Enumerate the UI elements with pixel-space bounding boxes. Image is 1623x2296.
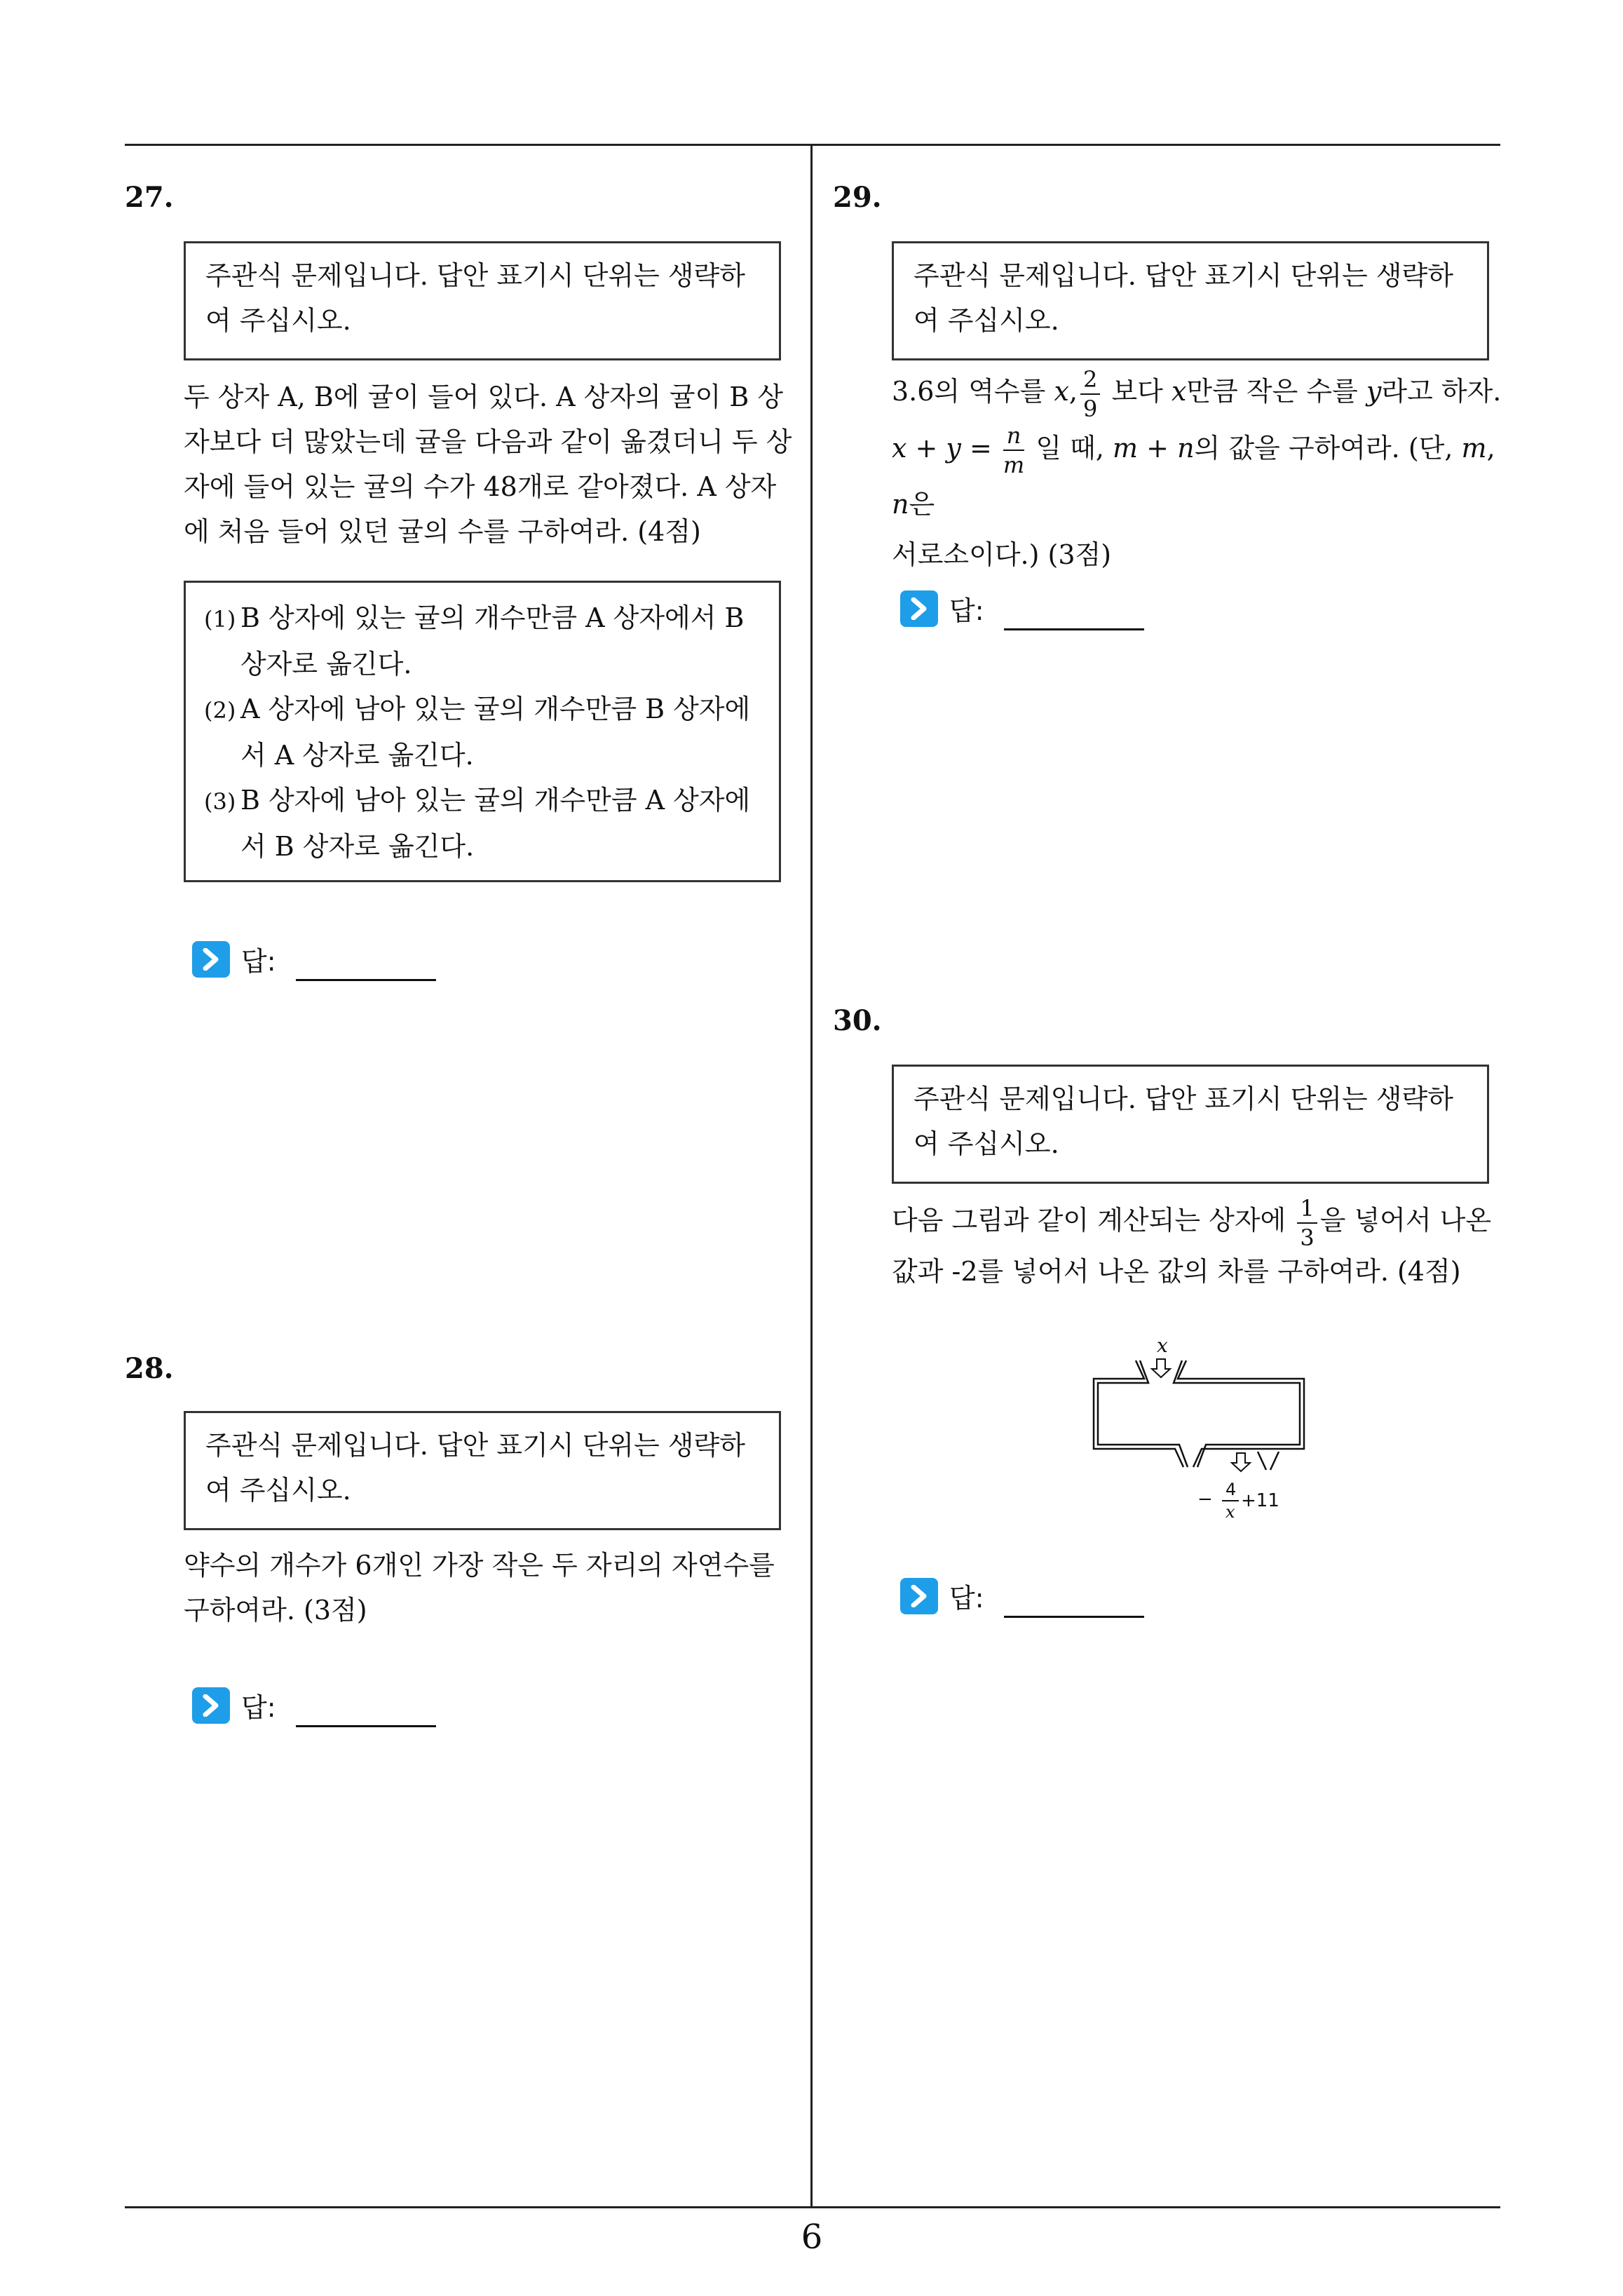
question-30-answer: [900, 1572, 1153, 1617]
question-27-number: 27.: [125, 181, 174, 214]
question-29-line-1: 3.6의 역수를 x, $\frac{2}{9}$ 보다 x만큼 작은 수를 y라고 하자.: [892, 365, 1502, 422]
question-29-notice: 주관식 문제입니다. 답안 표기시 단위는 생략하여 주십시오.: [892, 241, 1489, 360]
column-divider: [810, 146, 813, 2208]
fraction: $\frac{2}{9}$: [1080, 368, 1100, 420]
box-outline-right-inner: [1174, 1360, 1300, 1467]
box-outline-exit: [1258, 1452, 1266, 1470]
diagram-output-tail: +11: [1241, 1490, 1279, 1511]
page-number: 6: [801, 2217, 823, 2257]
question-27-steps: [184, 581, 781, 882]
question-30-number: 30.: [833, 1004, 882, 1037]
question-28-notice: 주관식 문제입니다. 답안 표기시 단위는 생략하여 주십시오.: [184, 1411, 781, 1530]
question-30-body: [892, 1192, 1509, 1294]
step-item: (2) A 상자에 남아 있는 귤의 개수만큼 B 상자에서 A 상자로 옮긴다.: [204, 694, 751, 771]
question-29-number: 29.: [833, 181, 882, 214]
question-30-notice: 주관식 문제입니다. 답안 표기시 단위는 생략하여 주십시오.: [892, 1065, 1489, 1184]
step-item: (3) B 상자에 남아 있는 귤의 개수만큼 A 상자에서 B 상자로 옮긴다.: [204, 785, 751, 862]
answer-blank[interactable]: [296, 979, 436, 981]
chevron-right-icon: [192, 1687, 230, 1724]
box-outline-right: [1178, 1360, 1304, 1467]
diagram-input-label: x: [1157, 1334, 1168, 1357]
question-27-notice: 주관식 문제입니다. 답안 표기시 단위는 생략하여 주십시오.: [184, 241, 781, 360]
diagram-output-denominator: x: [1225, 1502, 1235, 1522]
answer-label: 답:: [949, 1583, 984, 1614]
question-28-answer: [192, 1682, 444, 1727]
box-outline: [1094, 1360, 1183, 1467]
answer-label: 답:: [241, 1692, 276, 1723]
answer-blank[interactable]: [1004, 1616, 1144, 1618]
top-rule: [125, 144, 1500, 146]
question-30-line-2: 값과 -2를 넣어서 나온 값의 차를 구하여라. (4점): [892, 1255, 1461, 1287]
answer-label: 답:: [949, 595, 984, 626]
question-29-body: [892, 363, 1509, 577]
chevron-right-icon: [192, 941, 230, 978]
function-box-diagram: [1087, 1325, 1325, 1529]
fraction: $\frac{1}{3}$: [1297, 1197, 1317, 1249]
question-29-line-2: x + y = $\frac{n}{m}$ 일 때, m + n의 값을 구하여라. (단, m, n은: [892, 422, 1495, 520]
question-27-answer: [192, 936, 444, 980]
chevron-right-icon: [900, 1578, 938, 1614]
question-30-line-1: 다음 그림과 같이 계산되는 상자에 $\frac{1}{3}$ 을 넣어서 나온: [892, 1194, 1492, 1251]
box-outline-exit-right: [1270, 1452, 1279, 1470]
bottom-rule: [125, 2206, 1500, 2208]
diagram-output-numerator: 4: [1225, 1480, 1237, 1499]
answer-blank[interactable]: [1004, 628, 1144, 630]
arrow-down-icon: [1152, 1359, 1170, 1377]
question-27-body: 두 상자 A, B에 귤이 들어 있다. A 상자의 귤이 B 상자보다 더 많았는데 귤을 다음과 같이 옮겼더니 두 상자에 들어 있는 귤의 수가 48개로 같아졌다. A 상자에 처음 들어 있던 귤의 수를 구하여라. (4점): [184, 381, 792, 547]
answer-label: 답:: [241, 946, 276, 977]
chevron-right-icon: [900, 590, 938, 627]
question-29-line-3: 서로소이다.) (3점): [892, 539, 1112, 570]
diagram-output-minus: −: [1197, 1489, 1213, 1510]
question-28-body: 약수의 개수가 6개인 가장 작은 두 자리의 자연수를 구하여라. (3점): [184, 1550, 775, 1626]
answer-blank[interactable]: [296, 1725, 436, 1727]
step-item: (1) B 상자에 있는 귤의 개수만큼 A 상자에서 B 상자로 옮긴다.: [204, 602, 745, 680]
question-29-answer: [900, 585, 1153, 630]
question-28-number: 28.: [125, 1352, 174, 1385]
fraction: $\frac{n}{m}$: [1003, 422, 1025, 478]
arrow-down-icon: [1232, 1453, 1250, 1471]
